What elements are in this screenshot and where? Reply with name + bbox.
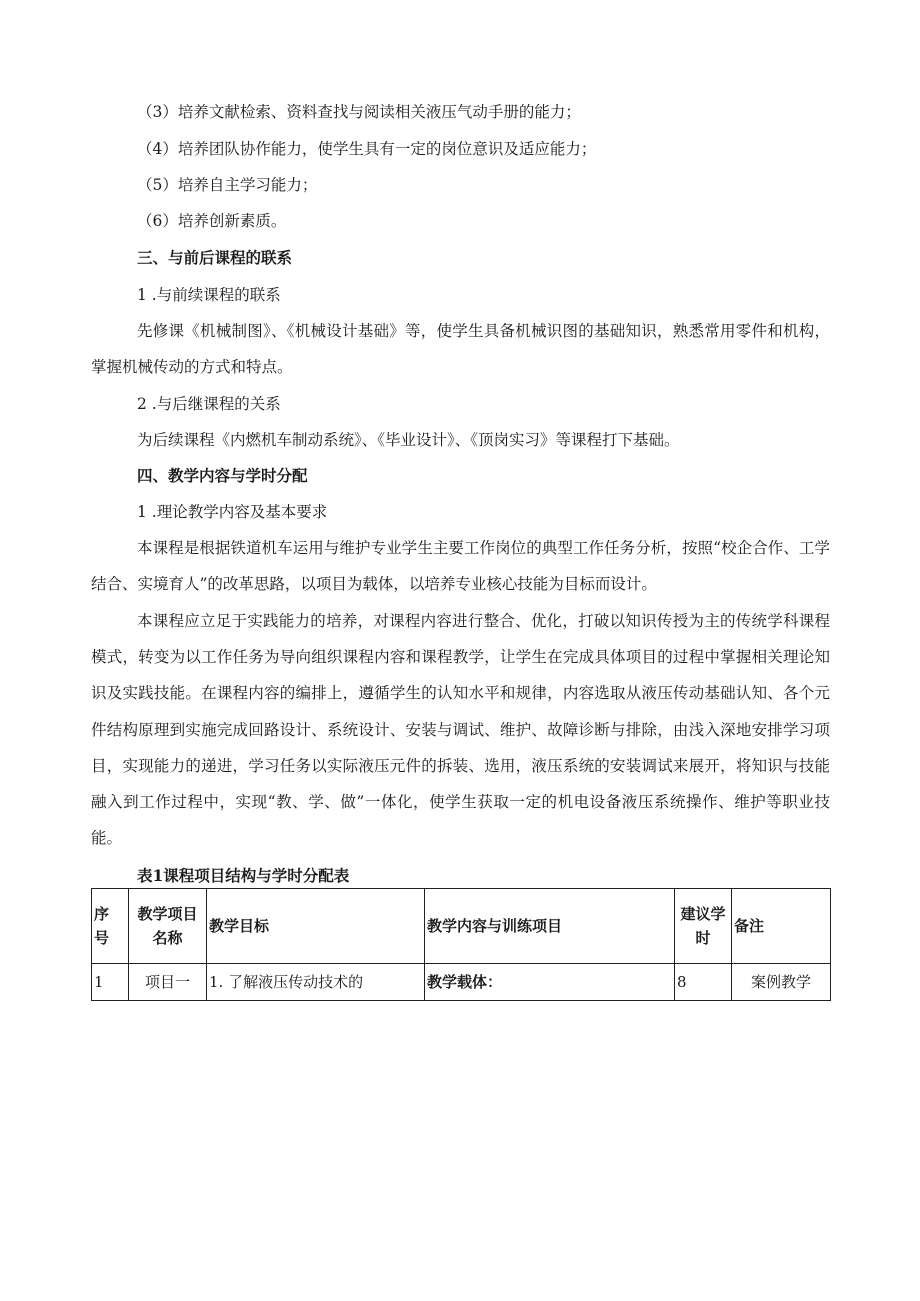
section-4-heading: 四、教学内容与学时分配 bbox=[137, 466, 308, 485]
ability-item-4: （4）培养团队协作能力，使学生具有一定的岗位意识及适应能力； bbox=[137, 140, 597, 158]
header-project-line-2: 名称 bbox=[152, 929, 183, 947]
section-3-heading: 三、与前后课程的联系 bbox=[137, 248, 293, 267]
cell-project: 项目一 bbox=[129, 964, 207, 1001]
section-4-paragraph-1: 本课程是根据铁道机车运用与维护专业学生主要工作岗位的典型工作任务分析，按照“校企合作、工学结合、实境育人”的改革思路，以项目为载体，以培养专业核心技能为目标而设计。 bbox=[91, 539, 830, 594]
section-3-subheading-1: 1 .与前续课程的联系 bbox=[137, 286, 281, 304]
section-3-paragraph-1: 先修课《机械制图》、《机械设计基础》等，使学生具备机械识图的基础知识，熟悉常用零件和机构，掌握机械传动的方式和特点。 bbox=[91, 322, 830, 377]
cell-seq: 1 bbox=[92, 964, 129, 1001]
curriculum-table bbox=[91, 888, 831, 1001]
header-project-line-1: 教学项目 bbox=[137, 905, 198, 923]
header-hours bbox=[675, 889, 732, 964]
header-hours-line-2: 时 bbox=[695, 929, 711, 947]
cell-note: 案例教学 bbox=[732, 964, 831, 1001]
ability-item-3: （3）培养文献检索、资料查找与阅读相关液压气动手册的能力； bbox=[137, 103, 581, 121]
ability-item-5: （5）培养自主学习能力； bbox=[137, 176, 318, 194]
table-row bbox=[92, 964, 831, 1001]
header-goal: 教学目标 bbox=[207, 889, 425, 964]
header-note: 备注 bbox=[732, 889, 831, 964]
header-seq-line-1: 序 bbox=[94, 905, 110, 923]
section-4-subheading-1: 1 .理论教学内容及基本要求 bbox=[137, 503, 328, 521]
cell-hours: 8 bbox=[675, 964, 732, 1001]
cell-goal: 1. 了解液压传动技术的 bbox=[207, 964, 425, 1001]
header-hours-line-1: 建议学 bbox=[680, 905, 726, 923]
ability-item-6: （6）培养创新素质。 bbox=[137, 212, 287, 230]
header-seq-line-2: 号 bbox=[94, 929, 110, 947]
table-header-row bbox=[92, 889, 831, 964]
header-project bbox=[129, 889, 207, 964]
section-3-paragraph-2: 为后续课程《内燃机车制动系统》、《毕业设计》、《顶岗实习》等课程打下基础。 bbox=[137, 431, 680, 449]
table-caption: 表1课程项目结构与学时分配表 bbox=[137, 866, 350, 885]
header-content: 教学内容与训练项目 bbox=[425, 889, 675, 964]
cell-content: 教学载体： bbox=[425, 964, 675, 1001]
section-3-subheading-2: 2 .与后继课程的关系 bbox=[137, 395, 281, 413]
section-4-paragraph-2: 本课程应立足于实践能力的培养，对课程内容进行整合、优化，打破以知识传授为主的传统学科课程模式，转变为以工作任务为导向组织课程内容和课程教学，让学生在完成具体项目的过程中掌握相关理论知识及实践技能。在课程内容的编排上，遵循学生的认知水平和规律，内容选取从液压传动基础认知、各个元件结构原理到实施完成回路设计、系统设计、安装与调试、维护、故障诊断与排除，由浅入深地安排学习项目，实现能力的递进，学习任务以实际液压元件的拆装、选用，液压系统的安装调试来展开，将知识与技能融入到工作过程中，实现“教、学、做”一体化，使学生获取一定的机电设备液压系统操作、维护等职业技能。 bbox=[91, 612, 830, 848]
header-seq bbox=[92, 889, 129, 964]
